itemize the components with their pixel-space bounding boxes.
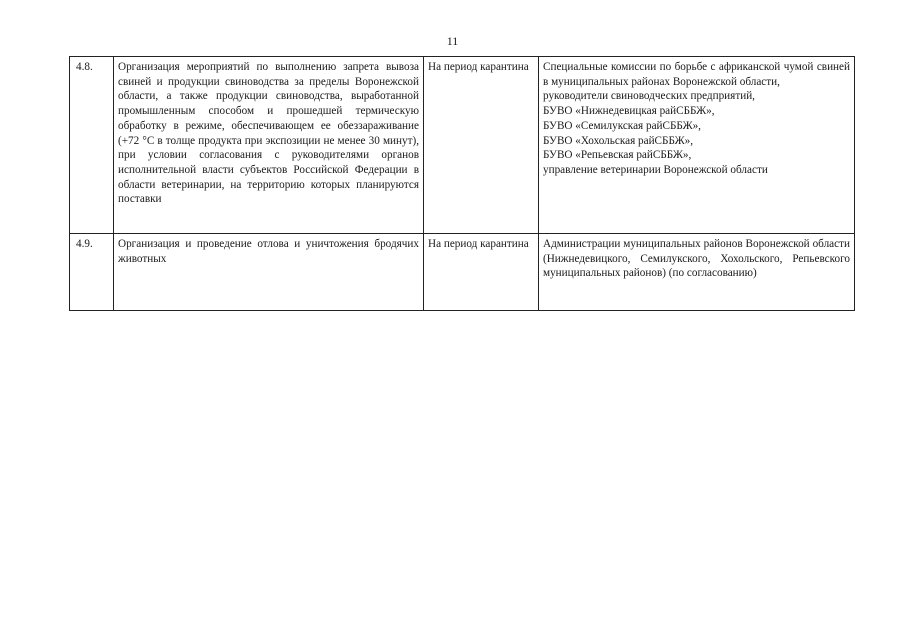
responsible-line: БУВО «Семилукская райСББЖ»,: [543, 119, 701, 132]
responsible-line: БУВО «Репьевская райСББЖ»,: [543, 149, 692, 162]
measures-table: [69, 56, 855, 311]
responsible-cell: [539, 57, 855, 234]
responsible-line: БУВО «Нижнедевицкая райСББЖ»,: [543, 105, 715, 118]
table-row: [70, 57, 855, 234]
responsible-line: Администрации муниципальных районов Воронежской области (Нижнедевицкого, Семилукского, Хохольского, Репьевского муниципальных районов) (по согласованию): [543, 238, 850, 280]
row-number: 4.9.: [70, 234, 114, 311]
measure-cell: Организация и проведение отлова и уничтожения бродячих животных: [114, 234, 424, 311]
period-cell: На период карантина: [424, 57, 539, 234]
page-number: 11: [446, 34, 459, 48]
measure-cell: Организация мероприятий по выполнению запрета вывоза свиней и продукции свиноводства за пределы Воронежской области, а также продукции свиноводства, выработанной промышленным способом и прошедшей термическую обработку в режиме, обеспечивающем ее обеззараживание (+72 °С в толще продукта при экспозиции не менее 30 минут), при условии согласования с руководителями органов исполнительной власти субъектов Российской Федерации в области ветеринарии, на территорию которых планируются поставки: [114, 57, 424, 234]
responsible-line: БУВО «Хохольская райСББЖ»,: [543, 134, 694, 147]
responsible-line: Специальные комиссии по борьбе с африканской чумой свиней в муниципальных районах Воронежской области,: [543, 61, 850, 88]
responsible-cell: [539, 234, 855, 311]
responsible-line: руководители свиноводческих предприятий,: [543, 90, 755, 103]
row-number: 4.8.: [70, 57, 114, 234]
period-cell: На период карантина: [424, 234, 539, 311]
table-row: [70, 234, 855, 311]
responsible-line: управление ветеринарии Воронежской области: [543, 163, 768, 176]
